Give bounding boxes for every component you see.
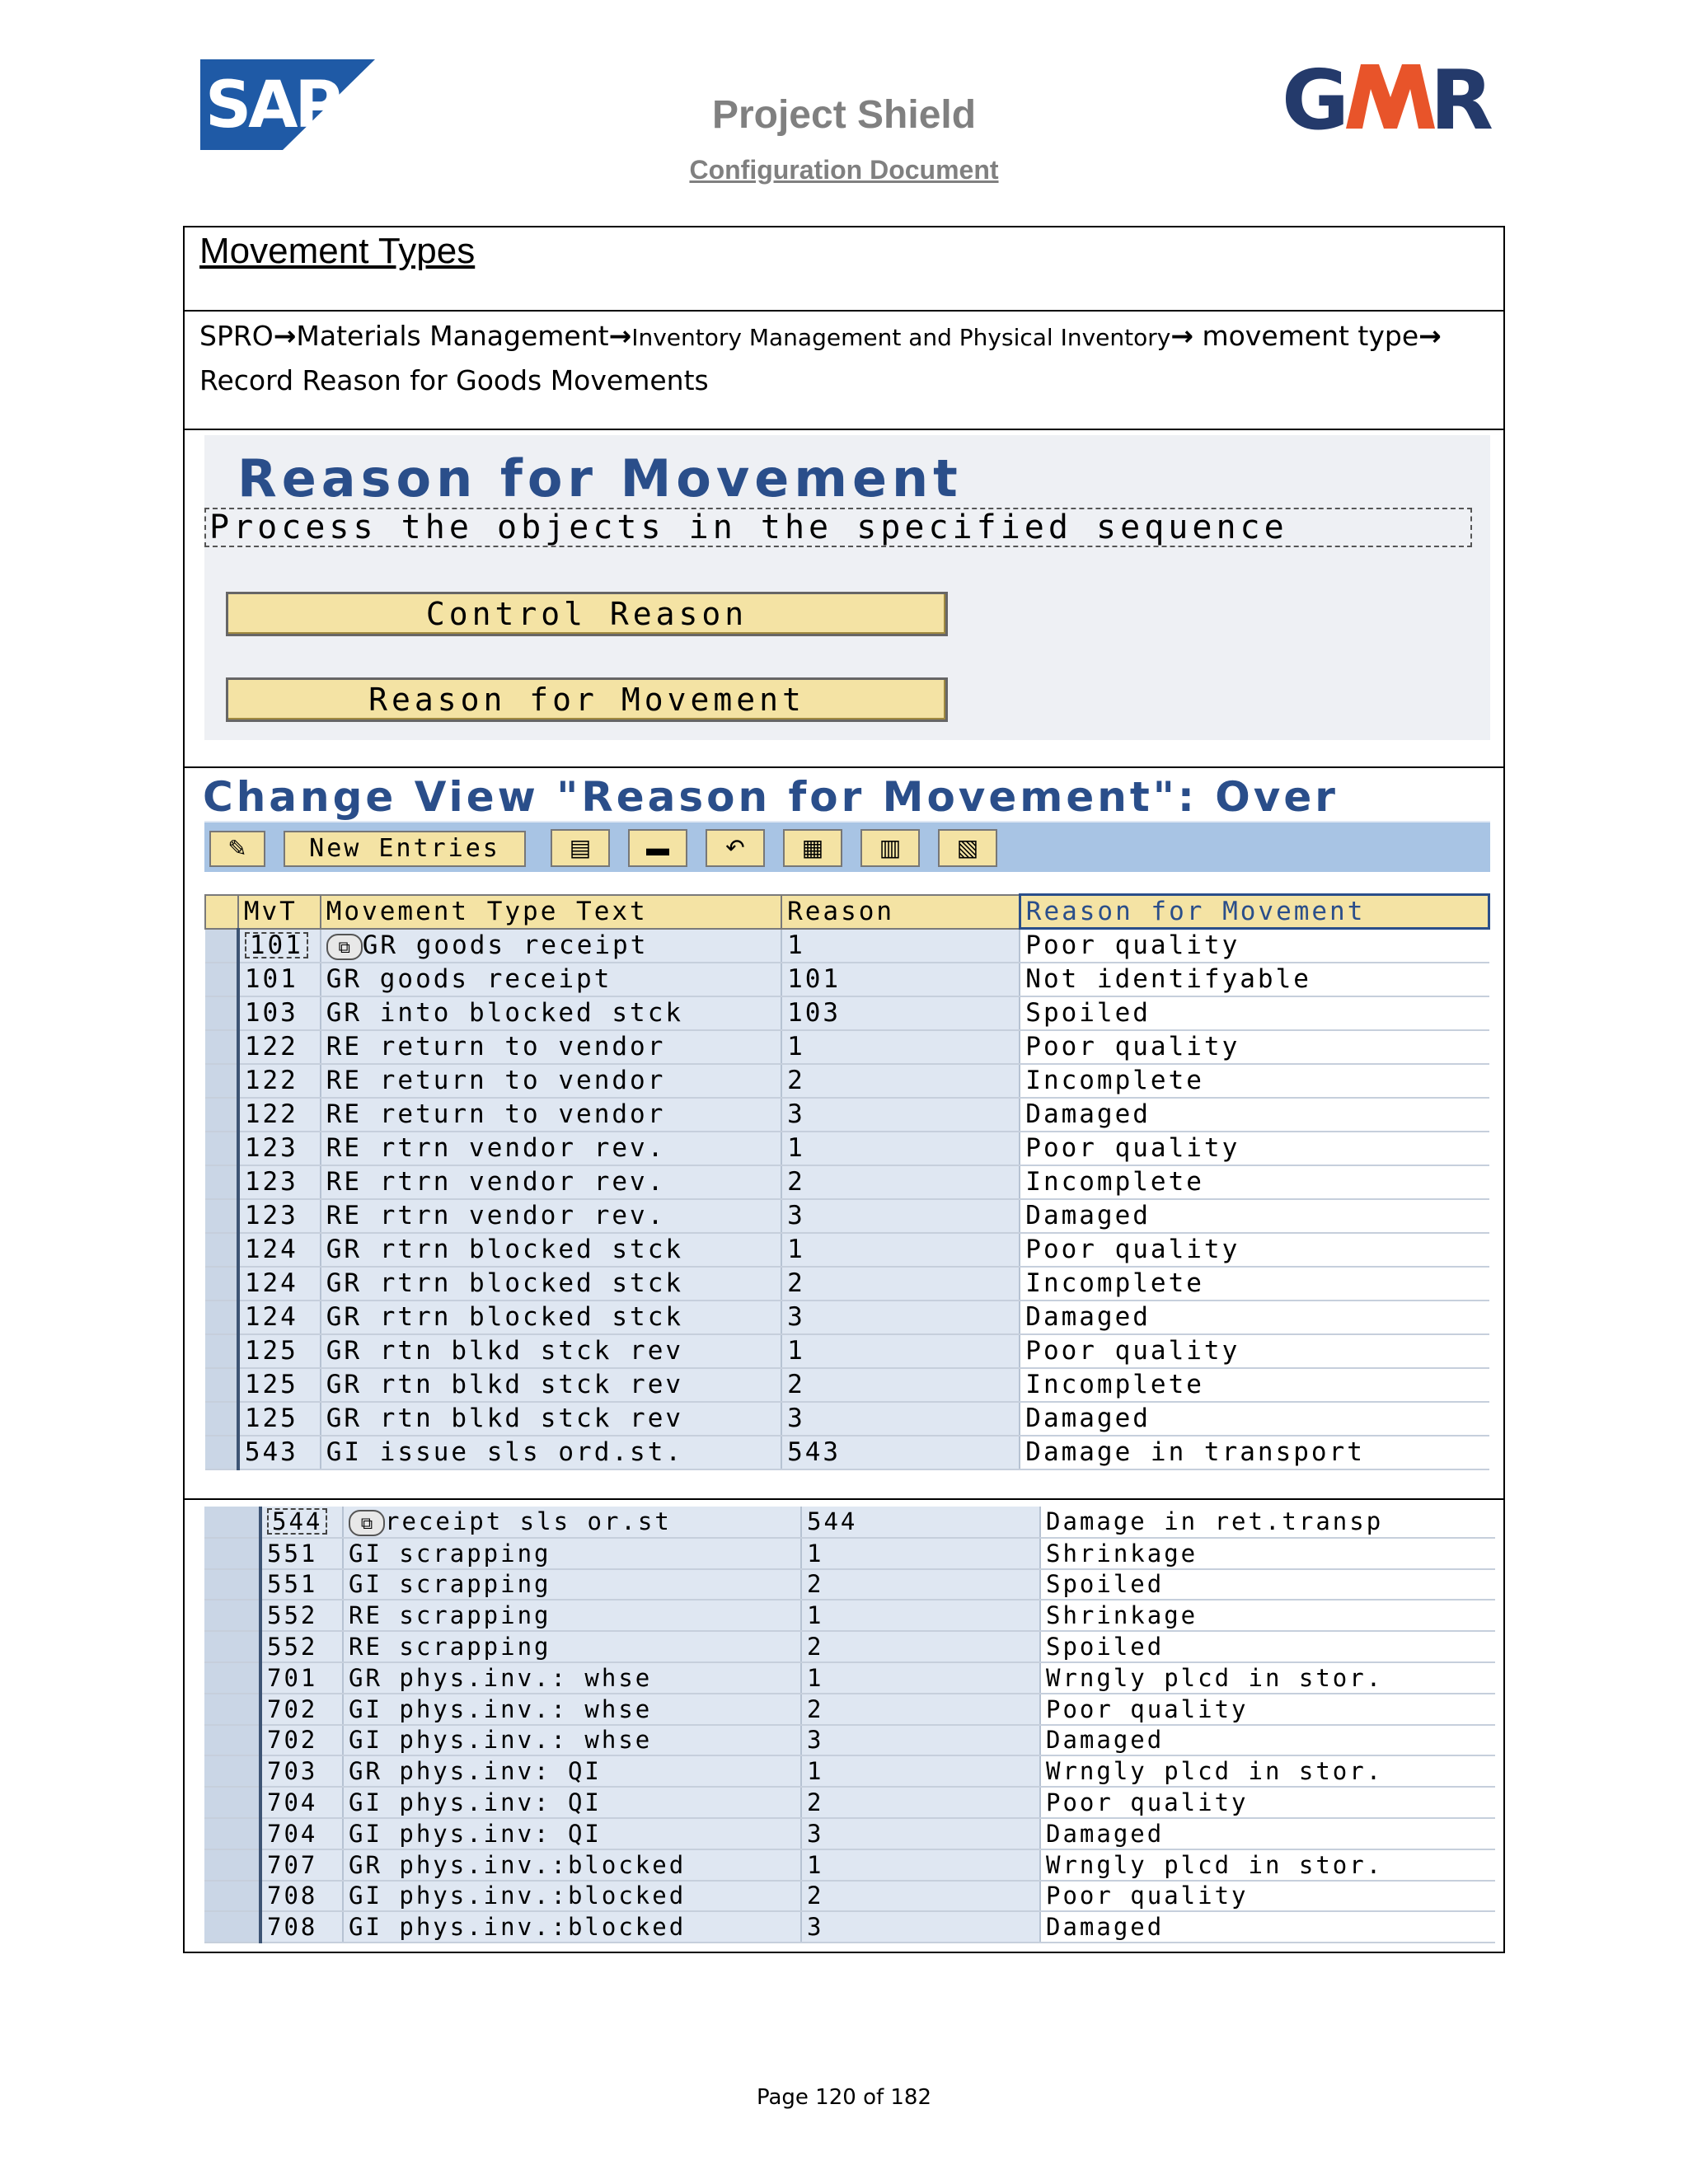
reason-for-movement-cell[interactable]: Wrngly plcd in stor. [1040, 1755, 1495, 1787]
reason-for-movement-cell[interactable]: Wrngly plcd in stor. [1040, 1849, 1495, 1881]
mvt-cell[interactable]: 125 [238, 1334, 321, 1368]
table-row[interactable] [205, 1233, 1489, 1267]
movement-type-text-cell[interactable] [321, 929, 781, 963]
row-selector[interactable] [204, 1725, 260, 1756]
col-header-movement-type-text[interactable]: Movement Type Text [321, 895, 781, 929]
reason-for-movement-cell[interactable]: Damaged [1040, 1725, 1495, 1756]
table-row[interactable] [205, 963, 1489, 996]
reason-cell[interactable]: 2 [801, 1631, 1040, 1662]
reason-for-movement-cell[interactable]: Damaged [1020, 1301, 1489, 1334]
reason-cell[interactable]: 101 [781, 963, 1020, 996]
reason-for-movement-cell[interactable]: Damaged [1020, 1199, 1489, 1233]
row-selector[interactable] [205, 1098, 238, 1132]
reason-for-movement-cell[interactable]: Damage in ret.transp [1040, 1507, 1495, 1538]
divider [185, 429, 1503, 430]
copy-icon[interactable]: ▤ [551, 829, 610, 867]
table-row[interactable] [204, 1818, 1495, 1849]
row-selector[interactable] [205, 1132, 238, 1165]
reason-for-movement-cell[interactable]: Poor quality [1020, 1030, 1489, 1064]
reason-cell[interactable]: 1 [781, 1030, 1020, 1064]
value-help-icon[interactable]: ⧉ [326, 934, 363, 960]
reason-for-movement-cell[interactable]: Shrinkage [1040, 1538, 1495, 1569]
row-selector[interactable] [205, 929, 238, 963]
reason-for-movement-button[interactable]: Reason for Movement [226, 677, 948, 722]
row-selector[interactable] [205, 1199, 238, 1233]
row-selector[interactable] [205, 1267, 238, 1301]
svg-text:G: G [1282, 52, 1343, 148]
reason-cell[interactable]: 1 [781, 1233, 1020, 1267]
reason-for-movement-cell[interactable]: Incomplete [1020, 1267, 1489, 1301]
row-selector[interactable] [204, 1507, 260, 1538]
divider [185, 766, 1503, 768]
table-row[interactable] [205, 1368, 1489, 1402]
mvt-cell[interactable]: 123 [238, 1165, 321, 1199]
movement-type-text-cell[interactable]: RE rtrn vendor rev. [321, 1165, 781, 1199]
table-row[interactable] [205, 1402, 1489, 1436]
movement-type-text-cell[interactable]: GI phys.inv.: whse [343, 1725, 801, 1756]
reason-cell[interactable]: 2 [801, 1694, 1040, 1725]
table-row[interactable] [205, 1436, 1489, 1469]
table-row[interactable] [205, 1064, 1489, 1098]
arrow-icon: → [1170, 320, 1193, 352]
movement-type-text-cell[interactable]: GR phys.inv.: whse [343, 1662, 801, 1694]
row-selector[interactable] [204, 1569, 260, 1601]
table-row[interactable] [205, 1098, 1489, 1132]
svg-text:SAP: SAP [205, 68, 339, 143]
row-selector-header[interactable] [205, 895, 238, 929]
reason-for-movement-cell[interactable]: Damaged [1040, 1911, 1495, 1943]
mvt-cell[interactable]: 703 [260, 1755, 343, 1787]
row-selector[interactable] [204, 1538, 260, 1569]
movement-type-text-cell[interactable]: GR rtn blkd stck rev [321, 1334, 781, 1368]
mvt-cell[interactable]: 708 [260, 1911, 343, 1943]
process-instruction: Process the objects in the specified sequence [204, 508, 1472, 547]
mvt-cell[interactable]: 124 [238, 1267, 321, 1301]
movement-type-text-cell[interactable]: GR goods receipt [321, 963, 781, 996]
movement-type-text-cell[interactable]: GR rtrn blocked stck [321, 1301, 781, 1334]
table-row[interactable] [204, 1662, 1495, 1694]
movement-type-text-cell[interactable]: GI scrapping [343, 1538, 801, 1569]
table-row[interactable] [205, 1199, 1489, 1233]
mvt-cell[interactable]: 122 [238, 1030, 321, 1064]
reason-cell[interactable]: 2 [781, 1165, 1020, 1199]
reason-cell[interactable]: 3 [801, 1725, 1040, 1756]
movement-type-text-cell[interactable]: RE scrapping [343, 1600, 801, 1631]
reason-cell[interactable]: 544 [801, 1507, 1040, 1538]
reason-cell[interactable]: 3 [781, 1301, 1020, 1334]
arrow-icon: → [273, 320, 297, 352]
section-title: Movement Types [199, 231, 476, 271]
reason-cell[interactable]: 1 [781, 1132, 1020, 1165]
path-inventory-management: Inventory Management and Physical Inventory [631, 324, 1171, 351]
mvt-cell[interactable]: 125 [238, 1402, 321, 1436]
mvt-cell[interactable]: 551 [260, 1538, 343, 1569]
movement-type-text-cell[interactable]: GI phys.inv.:blocked [343, 1881, 801, 1912]
row-selector[interactable] [204, 1787, 260, 1818]
reason-for-movement-cell[interactable]: Incomplete [1020, 1368, 1489, 1402]
reason-for-movement-cell[interactable]: Spoiled [1040, 1569, 1495, 1601]
reason-for-movement-cell[interactable]: Poor quality [1040, 1694, 1495, 1725]
reason-for-movement-cell[interactable]: Damaged [1020, 1098, 1489, 1132]
table-row[interactable] [204, 1694, 1495, 1725]
mvt-cell[interactable]: 124 [238, 1233, 321, 1267]
content-frame [183, 226, 1505, 1953]
table-row[interactable] [204, 1725, 1495, 1756]
svg-text:R: R [1430, 52, 1494, 148]
reason-cell[interactable]: 2 [781, 1267, 1020, 1301]
reason-for-movement-panel [204, 435, 1490, 740]
table-row[interactable] [204, 1631, 1495, 1662]
undo-icon[interactable]: ↶ [706, 829, 765, 867]
mvt-cell[interactable]: 125 [238, 1368, 321, 1402]
row-selector[interactable] [204, 1694, 260, 1725]
reason-cell[interactable]: 2 [801, 1787, 1040, 1818]
delete-icon[interactable]: ▬ [628, 829, 687, 867]
row-selector[interactable] [205, 1301, 238, 1334]
mvt-cell[interactable]: 551 [260, 1569, 343, 1601]
row-selector[interactable] [205, 1064, 238, 1098]
reason-for-movement-cell[interactable]: Poor quality [1020, 1334, 1489, 1368]
reason-for-movement-cell[interactable]: Spoiled [1020, 996, 1489, 1030]
mvt-cell[interactable]: 708 [260, 1881, 343, 1912]
movement-type-text-cell[interactable]: GI phys.inv.: whse [343, 1694, 801, 1725]
movement-type-text-cell[interactable]: GI phys.inv: QI [343, 1818, 801, 1849]
reason-cell[interactable]: 2 [801, 1569, 1040, 1601]
table-row[interactable] [205, 1267, 1489, 1301]
mvt-cell[interactable]: 103 [238, 996, 321, 1030]
row-selector[interactable] [205, 996, 238, 1030]
reason-cell[interactable]: 2 [801, 1881, 1040, 1912]
reason-cell[interactable]: 3 [781, 1199, 1020, 1233]
reason-for-movement-cell[interactable]: Poor quality [1040, 1787, 1495, 1818]
reason-for-movement-cell[interactable]: Damage in transport [1020, 1436, 1489, 1469]
table-row[interactable] [205, 1132, 1489, 1165]
path-record-reason: Record Reason for Goods Movements [199, 364, 709, 396]
movement-type-text-cell[interactable]: RE rtrn vendor rev. [321, 1199, 781, 1233]
movement-type-text-cell[interactable]: GR phys.inv: QI [343, 1755, 801, 1787]
arrow-icon: → [608, 320, 632, 352]
mvt-value-selected[interactable]: 101 [245, 932, 308, 958]
reason-for-movement-cell[interactable]: Damaged [1020, 1402, 1489, 1436]
control-reason-button[interactable]: Control Reason [226, 592, 948, 636]
mvt-cell[interactable] [238, 929, 321, 963]
row-selector[interactable] [205, 1436, 238, 1469]
row-selector[interactable] [204, 1600, 260, 1631]
mvt-cell[interactable]: 701 [260, 1662, 343, 1694]
reason-cell[interactable]: 543 [781, 1436, 1020, 1469]
col-header-mvt[interactable]: MvT [238, 895, 321, 929]
reason-cell[interactable]: 1 [781, 1334, 1020, 1368]
row-selector[interactable] [204, 1631, 260, 1662]
movement-type-text: GR goods receipt [362, 930, 649, 960]
movement-reason-table-continued [204, 1507, 1495, 1943]
mvt-cell[interactable]: 122 [238, 1064, 321, 1098]
table-row[interactable] [204, 1569, 1495, 1601]
row-selector[interactable] [205, 1402, 238, 1436]
row-selector[interactable] [205, 1334, 238, 1368]
row-selector[interactable] [205, 1165, 238, 1199]
reason-cell[interactable]: 1 [801, 1755, 1040, 1787]
reason-for-movement-cell[interactable]: Wrngly plcd in stor. [1040, 1662, 1495, 1694]
table-row[interactable] [205, 1301, 1489, 1334]
movement-type-text-cell[interactable]: GR rtrn blocked stck [321, 1233, 781, 1267]
movement-reason-table [204, 893, 1490, 1470]
reason-for-movement-cell[interactable]: Spoiled [1040, 1631, 1495, 1662]
table-row[interactable] [204, 1755, 1495, 1787]
table-row[interactable] [205, 929, 1489, 963]
mvt-cell[interactable]: 704 [260, 1787, 343, 1818]
movement-type-text-cell[interactable]: RE rtrn vendor rev. [321, 1132, 781, 1165]
path-spro: SPRO [199, 320, 274, 352]
reason-for-movement-cell[interactable]: Poor quality [1020, 1132, 1489, 1165]
reason-for-movement-cell[interactable]: Not identifyable [1020, 963, 1489, 996]
reason-for-movement-cell[interactable]: Poor quality [1020, 1233, 1489, 1267]
movement-type-text-cell[interactable]: RE return to vendor [321, 1098, 781, 1132]
mvt-cell[interactable]: 101 [238, 963, 321, 996]
reason-cell[interactable]: 1 [801, 1662, 1040, 1694]
table-row[interactable] [204, 1600, 1495, 1631]
reason-cell[interactable]: 2 [781, 1064, 1020, 1098]
divider [185, 1498, 1503, 1500]
reason-cell[interactable]: 3 [801, 1818, 1040, 1849]
reason-cell[interactable]: 3 [801, 1911, 1040, 1943]
mvt-cell[interactable]: 702 [260, 1725, 343, 1756]
movement-type-text-cell[interactable]: GR rtrn blocked stck [321, 1267, 781, 1301]
row-selector[interactable] [204, 1662, 260, 1694]
movement-type-text-cell[interactable]: GI issue sls ord.st. [321, 1436, 781, 1469]
row-selector[interactable] [204, 1849, 260, 1881]
table-row[interactable] [205, 1334, 1489, 1368]
reason-cell[interactable]: 1 [801, 1538, 1040, 1569]
movement-type-text-cell[interactable]: GR phys.inv.:blocked [343, 1849, 801, 1881]
reason-for-movement-cell[interactable]: Poor quality [1020, 929, 1489, 963]
table-row[interactable] [204, 1849, 1495, 1881]
table-row[interactable] [204, 1911, 1495, 1943]
path-movement-type: movement type [1193, 320, 1419, 352]
mvt-cell[interactable] [260, 1507, 343, 1538]
movement-type-text-cell[interactable]: GR into blocked stck [321, 996, 781, 1030]
reason-cell[interactable]: 103 [781, 996, 1020, 1030]
movement-type-text-cell[interactable]: GI scrapping [343, 1569, 801, 1601]
mvt-cell[interactable]: 124 [238, 1301, 321, 1334]
reason-cell[interactable]: 1 [781, 929, 1020, 963]
table-row[interactable] [205, 996, 1489, 1030]
document-subtitle: Configuration Document [689, 155, 999, 185]
movement-type-text-cell[interactable]: RE scrapping [343, 1631, 801, 1662]
document-title: Project Shield [711, 93, 977, 137]
deselect-all-icon[interactable]: ▧ [938, 829, 997, 867]
movement-type-text: receipt sls or.st [385, 1507, 672, 1535]
reason-cell[interactable]: 1 [801, 1600, 1040, 1631]
row-selector[interactable] [204, 1881, 260, 1912]
row-selector[interactable] [205, 1233, 238, 1267]
row-selector[interactable] [205, 1030, 238, 1064]
mvt-cell[interactable]: 702 [260, 1694, 343, 1725]
menu-path [199, 315, 1485, 402]
movement-type-text-cell[interactable]: GI phys.inv: QI [343, 1787, 801, 1818]
mvt-cell[interactable]: 123 [238, 1199, 321, 1233]
movement-type-text-cell[interactable]: GR rtn blkd stck rev [321, 1368, 781, 1402]
path-materials-management: Materials Management [296, 320, 609, 352]
panel-title: Reason for Movement [237, 448, 963, 509]
reason-cell[interactable]: 2 [781, 1368, 1020, 1402]
table-row[interactable] [204, 1507, 1495, 1538]
reason-for-movement-cell[interactable]: Shrinkage [1040, 1600, 1495, 1631]
page-number: Page 120 of 182 [756, 2085, 932, 2110]
change-view-title: Change View "Reason for Movement": Over [203, 773, 1339, 821]
movement-type-text-cell[interactable]: GI phys.inv.:blocked [343, 1911, 801, 1943]
value-help-icon[interactable]: ⧉ [349, 1510, 385, 1536]
table-row[interactable] [204, 1787, 1495, 1818]
table-row[interactable] [205, 1030, 1489, 1064]
reason-cell[interactable]: 3 [781, 1402, 1020, 1436]
new-entries-button[interactable]: New Entries [284, 831, 526, 867]
movement-type-text-cell[interactable] [343, 1507, 801, 1538]
mvt-cell[interactable]: 122 [238, 1098, 321, 1132]
mvt-cell[interactable]: 543 [238, 1436, 321, 1469]
row-selector[interactable] [204, 1755, 260, 1787]
mvt-cell[interactable]: 704 [260, 1818, 343, 1849]
reason-for-movement-cell[interactable]: Incomplete [1020, 1165, 1489, 1199]
select-all-icon[interactable]: ▦ [783, 829, 842, 867]
movement-type-text-cell[interactable]: GR rtn blkd stck rev [321, 1402, 781, 1436]
row-selector[interactable] [204, 1818, 260, 1849]
select-block-icon[interactable]: ▥ [860, 829, 920, 867]
col-header-reason-for-movement[interactable]: Reason for Movement [1020, 895, 1489, 929]
arrow-icon: → [1418, 320, 1442, 352]
col-header-reason[interactable]: Reason [781, 895, 1020, 929]
mvt-cell[interactable]: 552 [260, 1600, 343, 1631]
reason-for-movement-cell[interactable]: Poor quality [1040, 1881, 1495, 1912]
divider [185, 310, 1503, 312]
row-selector[interactable] [204, 1911, 260, 1943]
table-row[interactable] [204, 1538, 1495, 1569]
mvt-cell[interactable]: 123 [238, 1132, 321, 1165]
reason-for-movement-cell[interactable]: Incomplete [1020, 1064, 1489, 1098]
table-row[interactable] [205, 1165, 1489, 1199]
toolbar [204, 821, 1490, 872]
mvt-value-selected[interactable]: 544 [267, 1508, 327, 1535]
mvt-cell[interactable]: 552 [260, 1631, 343, 1662]
reason-for-movement-cell[interactable]: Damaged [1040, 1818, 1495, 1849]
reason-cell[interactable]: 3 [781, 1098, 1020, 1132]
table-row[interactable] [204, 1881, 1495, 1912]
mvt-cell[interactable]: 707 [260, 1849, 343, 1881]
row-selector[interactable] [205, 963, 238, 996]
edit-icon[interactable]: ✎ [209, 831, 265, 867]
movement-type-text-cell[interactable]: RE return to vendor [321, 1030, 781, 1064]
row-selector[interactable] [205, 1368, 238, 1402]
reason-cell[interactable]: 1 [801, 1849, 1040, 1881]
movement-type-text-cell[interactable]: RE return to vendor [321, 1064, 781, 1098]
